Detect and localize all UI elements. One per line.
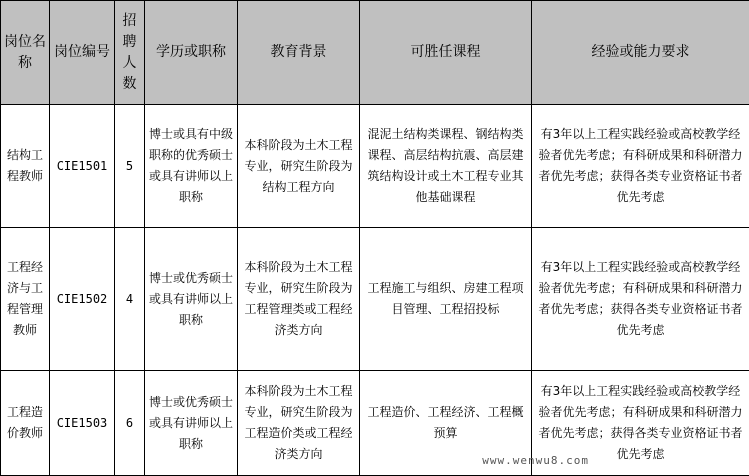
cell-position-code: CIE1502 [50,228,115,371]
table-row [1,371,749,476]
cell-education-background: 本科阶段为土木工程专业，研究生阶段为工程造价类或工程经济类方向 [238,371,360,476]
cell-position-name: 结构工程教师 [1,105,50,228]
cell-position-name: 工程造价教师 [1,371,50,476]
header-education-title: 学历或职称 [145,1,238,105]
cell-competent-courses: 工程施工与组织、房建工程项目管理、工程招投标 [360,228,532,371]
cell-recruit-count: 4 [115,228,145,371]
cell-position-code: CIE1503 [50,371,115,476]
cell-experience: 有3年以上工程实践经验或高校教学经验者优先考虑；有科研成果和科研潜力者优先考虑；获得各类专业资格证书者优先考虑 [532,105,749,228]
header-position-name: 岗位名称 [1,1,50,105]
cell-experience: 有3年以上工程实践经验或高校教学经验者优先考虑；有科研成果和科研潜力者优先考虑；获得各类专业资格证书者优先考虑 [532,228,749,371]
cell-education-background: 本科阶段为土木工程专业，研究生阶段为工程管理类或工程经济类方向 [238,228,360,371]
header-position-code: 岗位编号 [50,1,115,105]
cell-experience: 有3年以上工程实践经验或高校教学经验者优先考虑；有科研成果和科研潜力者优先考虑；获得各类专业资格证书者优先考虑 [532,371,749,476]
table-row [1,105,749,228]
table-row [1,228,749,371]
cell-education-title: 博士或具有中级职称的优秀硕士或具有讲师以上职称 [145,105,238,228]
header-recruit-count: 招聘人数 [115,1,145,105]
cell-recruit-count: 5 [115,105,145,228]
header-row [1,1,749,105]
header-experience: 经验或能力要求 [532,1,749,105]
cell-education-title: 博士或优秀硕士或具有讲师以上职称 [145,228,238,371]
cell-competent-courses: 工程造价、工程经济、工程概预算 [360,371,532,476]
cell-position-name: 工程经济与工程管理教师 [1,228,50,371]
cell-education-background: 本科阶段为土木工程专业，研究生阶段为结构工程方向 [238,105,360,228]
cell-competent-courses: 混泥土结构类课程、钢结构类课程、高层结构抗震、高层建筑结构设计或土木工程专业其他基础课程 [360,105,532,228]
header-competent-courses: 可胜任课程 [360,1,532,105]
cell-recruit-count: 6 [115,371,145,476]
cell-position-code: CIE1501 [50,105,115,228]
header-education-background: 教育背景 [238,1,360,105]
cell-education-title: 博士或优秀硕士或具有讲师以上职称 [145,371,238,476]
watermark: www.wenwu8.com [482,454,589,467]
